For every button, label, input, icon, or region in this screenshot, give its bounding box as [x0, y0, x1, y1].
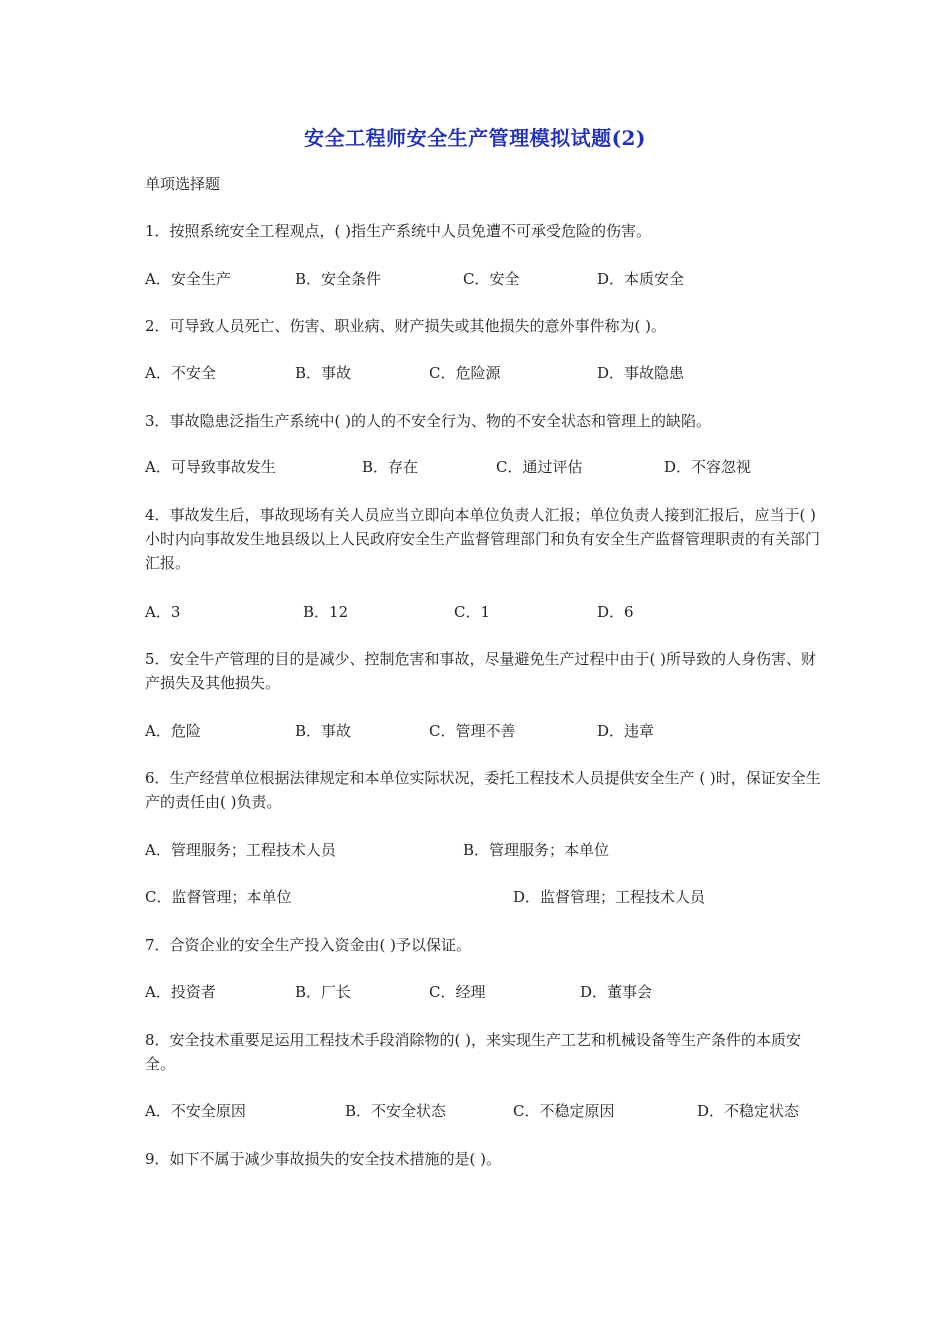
question-2-stem: 2．可导致人员死亡、伤害、职业病、财产损失或其他损失的意外事件称为( )。 [145, 317, 667, 335]
question-5-option-d: D．违章 [597, 722, 655, 740]
question-7-option-a: A．投资者 [145, 983, 216, 1001]
question-1-option-a: A．安全生产 [145, 270, 231, 288]
question-1-option-b: B．安全条件 [295, 270, 382, 288]
question-7-option-d: D．董事会 [580, 983, 653, 1001]
question-3-option-d: D．不容忽视 [664, 458, 752, 476]
section-heading: 单项选择题 [145, 175, 221, 193]
question-2-option-c: C．危险源 [429, 364, 501, 382]
question-6-option-d: D．监督管理；工程技术人员 [513, 888, 706, 906]
question-8-option-b: B．不安全状态 [345, 1102, 447, 1120]
question-6-option-a: A．管理服务；工程技术人员 [145, 841, 336, 859]
question-2-option-a: A．不安全 [145, 364, 216, 382]
question-1-option-d: D．本质安全 [597, 270, 685, 288]
question-6-option-c: C．监督管理；本单位 [145, 888, 292, 906]
question-8-option-a: A．不安全原因 [145, 1102, 246, 1120]
question-7-option-b: B．厂长 [295, 983, 352, 1001]
question-4-option-d: D．6 [597, 603, 634, 621]
question-9-stem: 9．如下不属于减少事故损失的安全技术措施的是( )。 [145, 1150, 502, 1168]
question-3-stem: 3．事故隐患泛指生产系统中( )的人的不安全行为、物的不安全状态和管理上的缺陷。 [145, 412, 712, 430]
question-2-option-b: B．事故 [295, 364, 352, 382]
question-1-stem: 1．按照系统安全工程观点，( )指生产系统中人员免遭不可承受危险的伤害。 [145, 222, 652, 240]
question-2-option-d: D．事故隐患 [597, 364, 685, 382]
question-5-option-b: B．事故 [295, 722, 352, 740]
question-8-option-d: D．不稳定状态 [697, 1102, 800, 1120]
question-7-stem: 7．合资企业的安全生产投入资金由( )予以保证。 [145, 936, 472, 954]
question-8-option-c: C．不稳定原因 [513, 1102, 615, 1120]
question-7-option-c: C．经理 [429, 983, 486, 1001]
question-5-option-c: C．管理不善 [429, 722, 516, 740]
question-4-stem: 4．事故发生后，事故现场有关人员应当立即向本单位负责人汇报；单位负责人接到汇报后，应当于( )小时内向事故发生地县级以上人民政府安全生产监督管理部门和负有安全生产监督管理职责的有关部门汇报。 [145, 506, 821, 572]
question-6-stem: 6．生产经营单位根据法律规定和本单位实际状况，委托工程技术人员提供安全生产 ( )时，保证安全生产的责任由( )负责。 [145, 769, 821, 811]
question-3-option-a: A．可导致事故发生 [145, 458, 276, 476]
document-title: 安全工程师安全生产管理模拟试题(2) [304, 126, 646, 150]
question-6-option-b: B．管理服务；本单位 [463, 841, 610, 859]
question-8-stem: 8．安全技术重要足运用工程技术手段消除物的( )，来实现生产工艺和机械设备等生产条件的本质安全。 [145, 1031, 802, 1073]
question-3-option-b: B．存在 [362, 458, 419, 476]
question-4-option-a: A．3 [145, 603, 181, 621]
question-1-option-c: C．安全 [463, 270, 520, 288]
question-3-option-c: C．通过评估 [496, 458, 583, 476]
question-5-option-a: A．危险 [145, 722, 201, 740]
question-4-option-c: C．1 [454, 603, 491, 621]
question-4-option-b: B．12 [303, 603, 349, 621]
question-5-stem: 5．安全牛产管理的目的是减少、控制危害和事故，尽量避免生产过程中由于( )所导致的人身伤害、财产损失及其他损失。 [145, 650, 817, 692]
